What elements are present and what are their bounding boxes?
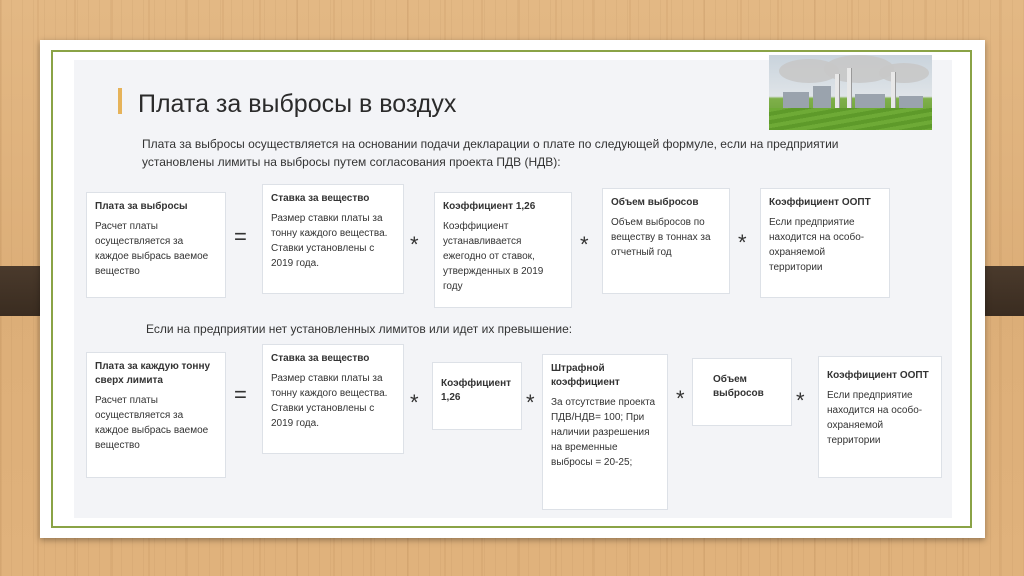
card-heading: Коэффициент ООПТ [827,370,929,381]
multiply-sign: * [410,232,419,257]
multiply-sign: * [796,388,805,413]
card-oopt-coefficient [760,188,890,298]
card-heading: Ставка за вещество [271,353,370,364]
card-heading: Ставка за вещество [271,193,370,204]
card-coefficient-126 [434,192,572,308]
card-coefficient-126 [432,362,522,430]
card-over-limit-fee [86,352,226,478]
card-description: За отсутствие проекта ПДВ/НДВ= 100; При наличии разрешения на временные выбросы = 20-25; [551,397,656,468]
multiply-sign: * [580,232,589,257]
card-description: Расчет платы осуществляется за каждое выбрась ваемое вещество [95,395,209,451]
card-heading: Коэффициент 1,26 [441,378,512,403]
card-oopt-coefficient [818,356,942,478]
card-heading: Штрафной коэффициент [551,363,620,388]
card-description: Расчет платы осуществляется за каждое выбрась ваемое вещество [95,221,209,277]
equals-sign: = [234,382,247,407]
card-substance-rate [262,344,404,454]
card-description: Коэффициент устанавливается ежегодно от ставок, утвержденных в 2019 году [443,221,544,292]
multiply-sign: * [526,390,535,415]
multiply-sign: * [410,390,419,415]
equals-sign: = [234,224,247,249]
card-heading: Плата за выбросы [95,201,188,212]
multiply-sign: * [676,386,685,411]
card-heading: Плата за каждую тонну сверх лимита [95,361,211,386]
card-description: Размер ставки платы за тонну каждого вещества. Ставки установлены с 2019 года. [271,373,388,429]
card-substance-rate [262,184,404,294]
card-emission-volume [692,358,792,426]
title-accent-bar [118,88,122,114]
intro-text: Плата за выбросы осуществляется на основании подачи декларации о плате по следующей формуле, если на предприятии установлены лимиты на выбросы путем согласования проекта ПДВ (НДВ): [142,137,839,169]
card-heading: Объем выбросов [713,374,764,399]
factory-photo [769,55,932,130]
page-title: Плата за выбросы в воздух [138,90,457,118]
card-description: Если предприятие находится на особо-охраняемой территории [769,217,865,273]
section-subheading: Если на предприятии нет установленных лимитов или идет их превышение: [146,322,573,336]
card-penalty-coefficient [542,354,668,510]
card-heading: Коэффициент 1,26 [443,201,536,212]
card-description: Объем выбросов по веществу в тоннах за отчетный год [611,217,711,258]
card-emission-volume [602,188,730,294]
card-description: Размер ставки платы за тонну каждого вещества. Ставки установлены с 2019 года. [271,213,388,269]
card-emission-fee [86,192,226,298]
card-heading: Объем выбросов [611,197,699,208]
multiply-sign: * [738,230,747,255]
card-heading: Коэффициент ООПТ [769,197,871,208]
card-description: Если предприятие находится на особо-охраняемой территории [827,390,923,446]
